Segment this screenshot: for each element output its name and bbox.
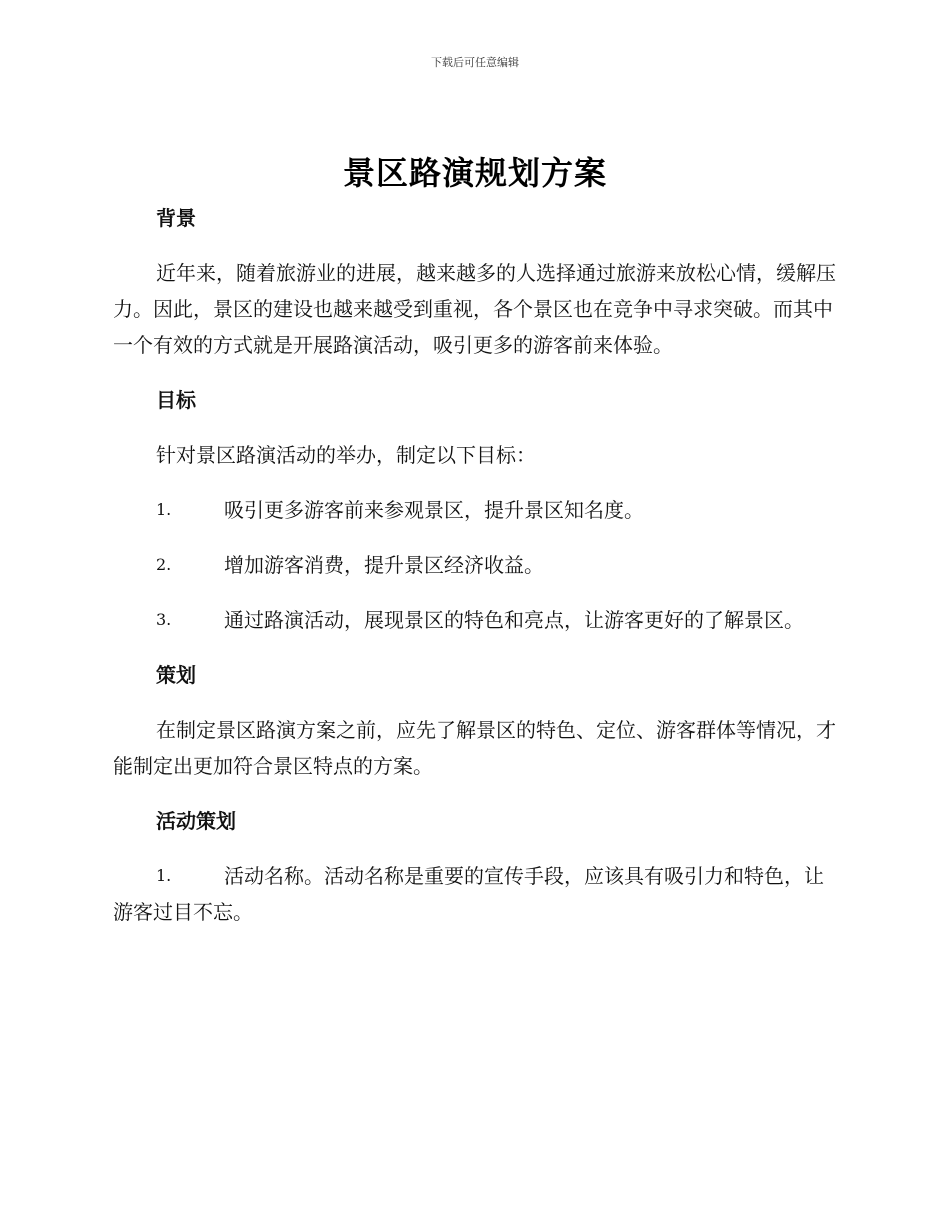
list-text: 活动名称。活动名称是重要的宣传手段，应该具有吸引力和特色，让游客过目不忘。 — [113, 864, 824, 924]
document-body — [113, 200, 837, 930]
list-number: 3. — [156, 610, 172, 629]
list-item — [113, 547, 837, 583]
list-text: 吸引更多游客前来参观景区，提升景区知名度。 — [224, 498, 644, 522]
paragraph-background: 近年来，随着旅游业的进展，越来越多的人选择通过旅游来放松心情，缓解压力。因此，景区的建设也越来越受到重视，各个景区也在竞争中寻求突破。而其中一个有效的方式就是开展路演活动，吸引更多的游客前来体验。 — [113, 261, 836, 357]
list-number: 1. — [156, 866, 172, 885]
list-number: 1. — [156, 500, 172, 519]
paragraph-goals-intro: 针对景区路演活动的举办，制定以下目标： — [156, 443, 536, 467]
list-text: 通过路演活动，展现景区的特色和亮点，让游客更好的了解景区。 — [224, 608, 804, 632]
list-item — [113, 492, 837, 528]
list-item — [113, 602, 837, 638]
section-heading-planning: 策划 — [156, 663, 196, 687]
list-text: 增加游客消费，提升景区经济收益。 — [224, 553, 544, 577]
section-heading-background: 背景 — [156, 206, 196, 230]
document-title: 景区路演规划方案 — [342, 154, 607, 192]
paragraph-planning: 在制定景区路演方案之前，应先了解景区的特色、定位、游客群体等情况，才能制定出更加符合景区特点的方案。 — [113, 718, 836, 778]
list-item — [113, 858, 837, 930]
section-heading-goals: 目标 — [156, 388, 196, 412]
page-header: 下载后可任意编辑 — [431, 56, 519, 69]
list-number: 2. — [156, 555, 172, 574]
section-heading-activity: 活动策划 — [156, 809, 236, 833]
